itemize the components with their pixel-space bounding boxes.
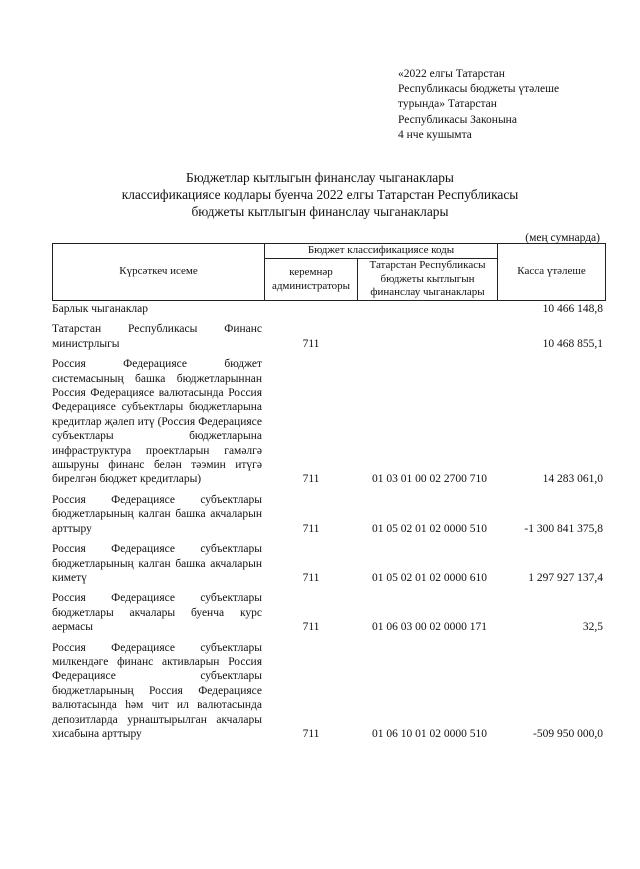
row-administrator: 711 (302, 571, 320, 584)
table-row (52, 302, 605, 316)
annex-line: Республикасы Законына (398, 113, 517, 126)
header-execution: Касса үтәлеше (498, 244, 606, 301)
row-description: Россия Федерациясе субъектлары бюджетларының калган башка акчаларын киметү (52, 543, 262, 584)
row-description: Барлык чыганаклар (52, 303, 149, 315)
annex-line: 4 нче кушымта (398, 128, 472, 141)
table-row (52, 322, 605, 351)
table-row (52, 493, 605, 536)
row-amount: -509 950 000,0 (533, 727, 603, 740)
row-description: Россия Федерациясе субъектлары бюджетларының калган башка акчаларын арттыру (52, 493, 262, 535)
row-amount: 1 297 927 137,4 (528, 571, 603, 584)
table-row (52, 357, 605, 487)
annex-line: «2022 елгы Татарстан (398, 68, 505, 80)
row-code: 01 05 02 01 02 0000 610 (372, 571, 487, 584)
unit-note: (мең сумнарда) (525, 232, 600, 244)
row-description: Россия Федерациясе субъектлары бюджетлары акчалары буенча курс аермасы (52, 592, 262, 634)
row-amount: 10 466 148,8 (542, 303, 603, 315)
row-code: 01 06 10 01 02 0000 510 (372, 727, 487, 740)
header-budget-classification: Бюджет классификациясе коды (265, 244, 498, 259)
table-row (52, 542, 605, 585)
title-line: бюджеты кытлыгын финанслау чыганаклары (191, 204, 449, 219)
row-amount: 10 468 855,1 (542, 337, 603, 350)
document-title (60, 169, 580, 220)
row-administrator: 711 (302, 621, 320, 634)
annex-note (398, 67, 618, 143)
row-administrator: 711 (302, 522, 320, 535)
header-administrator: керемнәр администраторы (265, 259, 358, 301)
header-indicator: Күрсәткеч исеме (53, 244, 265, 301)
table-row (52, 641, 605, 742)
row-amount: -1 300 841 375,8 (524, 522, 603, 535)
row-description: Россия Федерациясе бюджет системасының башка бюджетларыннан Россия Федерациясе валютасында Россия Федерациясе субъектлары бюджетларына кредитлар җәлеп итү (Россия Федерациясе субъектлары бюджетларына инфраструктура проектларын гамәлгә ашыруны финанс белән тәэмин итүгә бирелгән бюджет кредитлары) (52, 358, 262, 486)
row-code: 01 03 01 00 02 2700 710 (372, 473, 487, 486)
title-line: Бюджетлар кытлыгын финанслау чыганаклары (186, 170, 454, 185)
row-code: 01 06 03 00 02 0000 171 (372, 621, 487, 634)
annex-line: Республикасы бюджеты үтәлеше (398, 83, 560, 96)
title-line: классификациясе кодлары буенча 2022 елгы Татарстан Республикасы (121, 187, 519, 202)
row-administrator: 711 (302, 473, 320, 486)
row-amount: 14 283 061,0 (542, 473, 603, 486)
row-administrator: 711 (302, 727, 320, 740)
row-description: Россия Федерациясе субъектлары милкендәге финанс активларын Россия Федерациясе субъектлары бюджетларының Россия Федерациясе валютасында һәм чит ил валютасында депозитларда урнаштырылган акчалары хисабына арттыру (52, 641, 262, 740)
annex-line: турында» Татарстан (398, 98, 497, 111)
table-header (52, 243, 606, 301)
row-code: 01 05 02 01 02 0000 510 (372, 522, 487, 535)
header-source-code: Татарстан Республикасы бюджеты кытлыгын финанслау чыганаклары (358, 259, 498, 301)
row-administrator: 711 (302, 337, 320, 350)
table-body (52, 302, 605, 741)
row-description: Татарстан Республикасы Финанс министрлыгы (52, 323, 262, 350)
row-amount: 32,5 (582, 621, 603, 634)
table-row (52, 591, 605, 634)
